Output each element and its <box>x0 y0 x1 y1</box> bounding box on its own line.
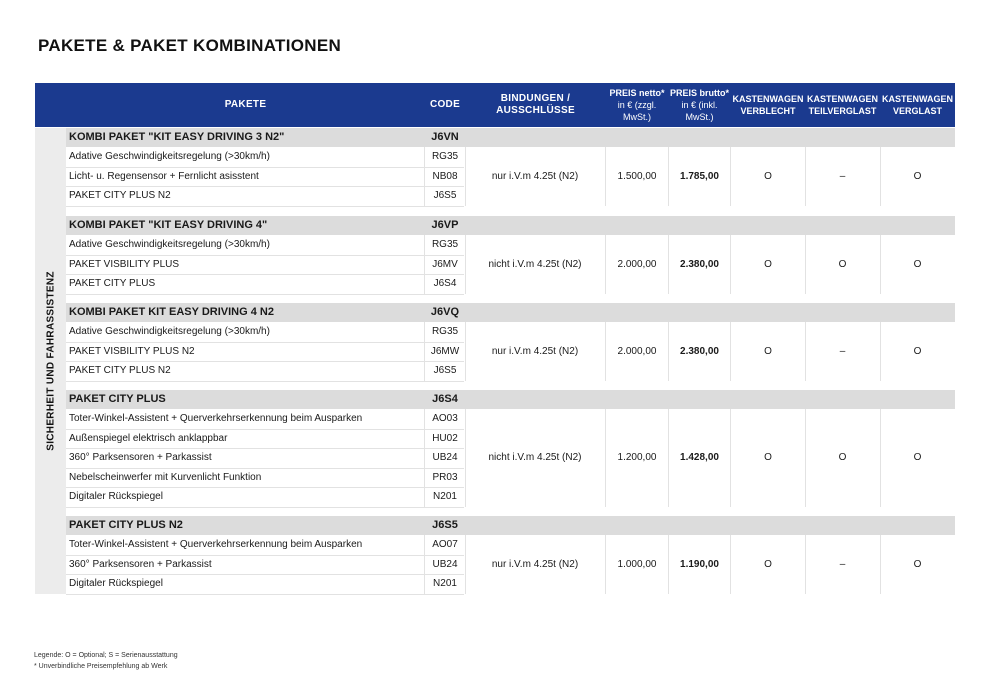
item-code: J6S5 <box>433 365 457 376</box>
item-code: RG35 <box>431 239 459 250</box>
header-verglast-line1: KASTENWAGEN <box>881 94 953 104</box>
header-bindungen: BINDUNGEN / AUSSCHLÜSSE <box>496 93 575 116</box>
package-header-row <box>66 516 955 535</box>
table-row <box>66 342 464 363</box>
item-code: RG35 <box>431 326 459 337</box>
package-name: KOMBI PAKET "KIT EASY DRIVING 3 N2" <box>69 131 285 143</box>
column-separator <box>424 235 425 294</box>
table-row <box>66 361 464 382</box>
table-row <box>66 409 464 430</box>
package-code: J6VP <box>431 219 459 231</box>
item-code: J6S5 <box>433 190 457 201</box>
category-sidebar <box>35 128 66 594</box>
header-netto-line1: PREIS netto* <box>609 88 665 98</box>
item-code: J6MW <box>430 345 460 357</box>
table-row <box>66 322 464 343</box>
item-code: NB08 <box>432 170 458 182</box>
header-netto-line2: in € (zzgl. <box>617 100 657 110</box>
column-separator <box>424 535 425 594</box>
package-code: J6VN <box>431 131 459 143</box>
table-row <box>66 487 464 508</box>
availability-teilverglast-cell: – <box>839 558 846 570</box>
item-name: Digitaler Rückspiegel <box>69 578 163 589</box>
price-netto-cell: 2.000,00 <box>617 258 657 270</box>
package-group <box>66 216 955 294</box>
package-header-row <box>66 128 955 147</box>
package-group <box>66 128 955 206</box>
item-name: PAKET CITY PLUS N2 <box>69 365 171 376</box>
legend-line-1: Legende: O = Optional; S = Serienausstattung <box>34 652 178 659</box>
item-name: Adative Geschwindigkeitsregelung (>30km/h) <box>69 326 270 337</box>
item-name: PAKET VISBILITY PLUS N2 <box>69 345 195 357</box>
header-brutto-line2: in € (inkl. <box>681 100 718 110</box>
header-teil-line2: TEILVERGLAST <box>808 106 877 116</box>
header-brutto-line1: PREIS brutto* <box>669 88 729 98</box>
header-preis-netto <box>606 83 668 127</box>
price-brutto-cell: 1.785,00 <box>680 170 719 182</box>
table-row <box>66 186 464 207</box>
page-title: PAKETE & PAKET KOMBINATIONEN <box>38 36 342 55</box>
legend-line-2: * Unverbindliche Preisempfehlung ab Werk <box>34 663 168 670</box>
item-name: PAKET CITY PLUS N2 <box>69 190 171 201</box>
item-name: Licht- u. Regensensor + Fernlicht asisstent <box>69 170 259 182</box>
header-netto-line3: MwSt.) <box>623 112 651 122</box>
availability-verglast-cell: O <box>913 558 922 570</box>
header-verblecht-line1: KASTENWAGEN <box>732 94 804 104</box>
price-netto-cell: 1.200,00 <box>617 452 657 464</box>
binding-cell: nicht i.V.m 4.25t (N2) <box>488 258 582 270</box>
price-brutto-cell: 2.380,00 <box>680 345 719 357</box>
package-name: PAKET CITY PLUS N2 <box>69 519 183 531</box>
availability-teilverglast-cell: O <box>838 258 847 270</box>
column-separator <box>424 322 425 381</box>
header-verblecht-line2: VERBLECHT <box>740 106 796 116</box>
binding-cell: nur i.V.m 4.25t (N2) <box>491 558 579 570</box>
item-name: Digitaler Rückspiegel <box>69 491 163 502</box>
price-brutto-cell: 2.380,00 <box>680 258 719 270</box>
header-pakete: PAKETE <box>224 99 267 110</box>
header-code: CODE <box>429 99 461 110</box>
availability-verglast-cell: O <box>913 452 922 464</box>
item-name: Toter-Winkel-Assistent + Querverkehrserkennung beim Ausparken <box>69 539 363 550</box>
price-netto-cell: 2.000,00 <box>617 345 657 357</box>
binding-cell: nur i.V.m 4.25t (N2) <box>491 170 579 182</box>
availability-verblecht-cell: O <box>764 345 772 357</box>
availability-teilverglast-cell: – <box>839 170 846 182</box>
header-brutto-line3: MwSt.) <box>685 112 714 122</box>
package-group <box>66 303 955 381</box>
binding-cell: nicht i.V.m 4.25t (N2) <box>488 452 582 464</box>
item-name: 360° Parksensoren + Parkassist <box>69 558 212 570</box>
table-row <box>66 147 464 168</box>
table-row <box>66 448 464 469</box>
table-row <box>66 555 464 576</box>
package-code: J6S4 <box>432 393 458 405</box>
package-header-row <box>66 216 955 235</box>
availability-teilverglast-cell: – <box>839 345 846 357</box>
table-row <box>66 574 464 595</box>
item-name: PAKET CITY PLUS <box>69 278 156 289</box>
table-row <box>66 535 464 556</box>
item-name: Nebelscheinwerfer mit Kurvenlicht Funktion <box>69 471 262 483</box>
availability-verglast-cell: O <box>913 170 922 182</box>
table-row <box>66 274 464 295</box>
header-teilverglast <box>805 83 880 127</box>
package-group <box>66 390 955 507</box>
item-code: AO07 <box>432 539 458 550</box>
header-preis-brutto <box>668 83 731 127</box>
price-netto-cell: 1.500,00 <box>617 170 657 182</box>
package-group <box>66 516 955 594</box>
availability-verblecht-cell: O <box>764 558 772 570</box>
package-code: J6VQ <box>430 306 460 318</box>
item-code: N201 <box>433 491 457 502</box>
item-name: Adative Geschwindigkeitsregelung (>30km/h) <box>69 151 270 162</box>
header-verglast <box>880 83 955 127</box>
item-name: PAKET VISBILITY PLUS <box>69 258 180 270</box>
table-row <box>66 255 464 276</box>
table-row <box>66 235 464 256</box>
category-label: SICHERHEIT UND FAHRASSISTENZ <box>45 271 56 451</box>
item-name: Adative Geschwindigkeitsregelung (>30km/h) <box>69 239 270 250</box>
availability-verblecht-cell: O <box>764 258 772 270</box>
item-code: J6S4 <box>433 278 457 289</box>
item-code: J6MV <box>432 258 458 270</box>
package-header-row <box>66 390 955 409</box>
price-brutto-cell: 1.190,00 <box>680 558 719 570</box>
item-code: UB24 <box>432 558 458 570</box>
item-code: N201 <box>433 578 457 589</box>
package-header-row <box>66 303 955 322</box>
binding-cell: nur i.V.m 4.25t (N2) <box>491 345 579 357</box>
header-verblecht <box>731 83 805 127</box>
column-separator <box>424 409 425 507</box>
header-teil-line1: KASTENWAGEN <box>806 94 878 104</box>
header-verglast-line2: VERGLAST <box>892 106 942 116</box>
availability-verglast-cell: O <box>913 258 922 270</box>
item-name: Toter-Winkel-Assistent + Querverkehrserkennung beim Ausparken <box>69 413 363 424</box>
item-code: UB24 <box>432 452 458 463</box>
availability-verglast-cell: O <box>913 345 922 357</box>
table-row <box>66 429 464 450</box>
price-brutto-cell: 1.428,00 <box>680 452 719 464</box>
column-separator <box>424 147 425 206</box>
price-netto-cell: 1.000,00 <box>617 558 657 570</box>
item-code: HU02 <box>432 432 458 444</box>
item-name: Außenspiegel elektrisch anklappbar <box>69 432 228 444</box>
item-name: 360° Parksensoren + Parkassist <box>69 452 212 463</box>
item-code: PR03 <box>432 471 458 483</box>
availability-teilverglast-cell: O <box>838 452 847 464</box>
package-code: J6S5 <box>432 519 458 531</box>
availability-verblecht-cell: O <box>764 170 772 182</box>
availability-verblecht-cell: O <box>764 452 772 464</box>
item-code: RG35 <box>431 151 459 162</box>
package-name: PAKET CITY PLUS <box>69 393 166 405</box>
package-name: KOMBI PAKET "KIT EASY DRIVING 4" <box>69 219 268 231</box>
package-name: KOMBI PAKET KIT EASY DRIVING 4 N2 <box>69 306 274 318</box>
table-header <box>35 83 955 127</box>
table-row <box>66 167 464 188</box>
table-row <box>66 468 464 489</box>
item-code: AO03 <box>432 413 458 424</box>
